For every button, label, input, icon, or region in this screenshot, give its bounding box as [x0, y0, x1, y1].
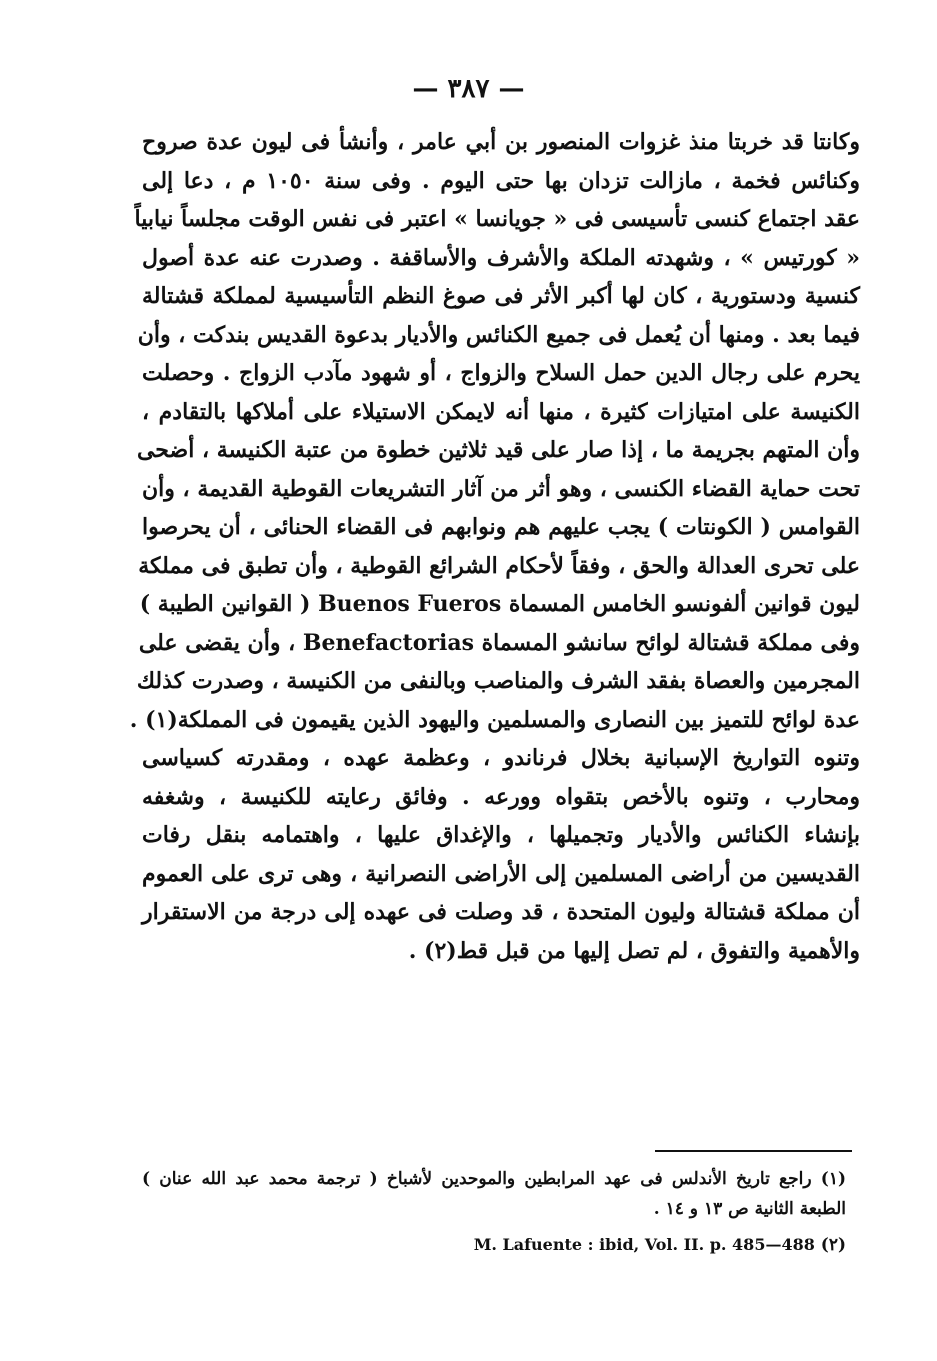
text-line: وفى مملكة قشتالة لوائح سانشو المسماة Benefactorias ، وأن يقضى على: [138, 629, 860, 656]
text-line: وكانتا قد خربتا منذ غزوات المنصور بن أبي عامر ، وأنشأ فى ليون عدة صروح: [142, 129, 860, 155]
text-line: أن مملكة قشتالة وليون المتحدة ، قد وصلت فى عهده إلى درجة من الاستقرار: [142, 899, 860, 925]
page-number: — ٣٨٧ —: [412, 74, 525, 104]
footnote-1-line-1: (١) راجع تاريخ الأندلس فى عهد المرابطين والموحدين لأشباخ ( ترجمة محمد عبد الله عنان ): [142, 1169, 846, 1189]
text-line: فيما بعد . ومنها أن يُعمل فى جميع الكنائس والأديار بدعوة القديس بندكت ، وأن: [137, 321, 860, 348]
text-line: كنسية ودستورية ، كان لها أكبر الأثر فى صوغ النظم التأسيسية لمملكة قشتالة: [142, 283, 860, 309]
text-line: ليون قوانين ألفونسو الخامس المسماة Buenos Fueros ( القوانين الطيبة ): [139, 591, 860, 617]
text-line: وكنائس فخمة ، مازالت تزدان بها حتى اليوم . وفى سنة ١٠٥٠ م ، دعا إلى: [142, 167, 860, 194]
text-line: المجرمين والعصاة بفقد الشرف والمناصب وبالنفى من الكنيسة ، وصدرت كذلك: [136, 668, 860, 694]
footnote-1-line-2: الطبعة الثانية ص ١٣ و ١٤ .: [653, 1199, 846, 1219]
main-text: [129, 123, 860, 970]
text-line: ومحارب ، وتنوه بالأخص بتقواه وورعه . وفائق رعايته للكنيسة ، وشغفه: [142, 783, 860, 810]
footnote-2: [142, 1224, 846, 1260]
text-line: الكنيسة على امتيازات كثيرة ، منها أنه لايمكن الاستيلاء على أملاكها بالتقادم ،: [142, 398, 860, 425]
text-line: بإنشاء الكنائس والأديار وتجميلها ، والإغداق عليها ، واهتمامه بنقل رفات: [142, 822, 860, 848]
text-line: عقد اجتماع كنسى تأسيسى فى « جويانسا » اعتبر فى نفس الوقت مجلساً نيابياً: [134, 206, 860, 232]
text-line: وأن المتهم بجريمة ما ، إذا صار على قيد ثلاثين خطوة من عتبة الكنيسة ، أضحى: [136, 437, 860, 463]
text-line: « كورتيس » ، وشهدته الملكة والأشرف والأساقفة . وصدرت عنه عدة أصول: [142, 244, 860, 271]
footnote-2-text: M. Lafuente : ibid, Vol. II. p. 485—488: [473, 1235, 815, 1254]
text-line: والأهمية والتفوق ، لم تصل إليها من قبل قط(٢) .: [408, 937, 860, 964]
text-line: تحت حماية القضاء الكنسى ، وهو أثر من آثار التشريعات القوطية القديمة ، وأن: [142, 475, 860, 502]
footnote-2-marker: (٢): [820, 1235, 846, 1255]
text-line: عدة لوائح للتميز بين النصارى والمسلمين واليهود الذين يقيمون فى المملكة(١) .: [129, 706, 860, 733]
text-line: يحرم على رجال الدين حمل السلاح والزواج ، أو شهود مآدب الزواج . وحصلت: [142, 360, 860, 386]
text-line: على تحرى العدالة والحق ، وفقاً لأحكام الشرائع القوطية ، وأن تطبق فى مملكة: [138, 552, 860, 579]
text-line: القديسين من أراضى المسلمين إلى الأراضى النصرانية ، وهى ترى على العموم: [142, 860, 860, 887]
footnotes: [142, 1164, 846, 1260]
text-line: القوامس ( الكونتات ) يجب عليهم هم ونوابهم فى القضاء الحنائى ، أن يحرصوا: [142, 514, 860, 540]
footnote-separator: [655, 1150, 852, 1152]
text-line: وتنوه التواريخ الإسبانية بخلال فرناندو ، وعظمة عهده ، ومقدرته كسياسى: [142, 745, 860, 771]
